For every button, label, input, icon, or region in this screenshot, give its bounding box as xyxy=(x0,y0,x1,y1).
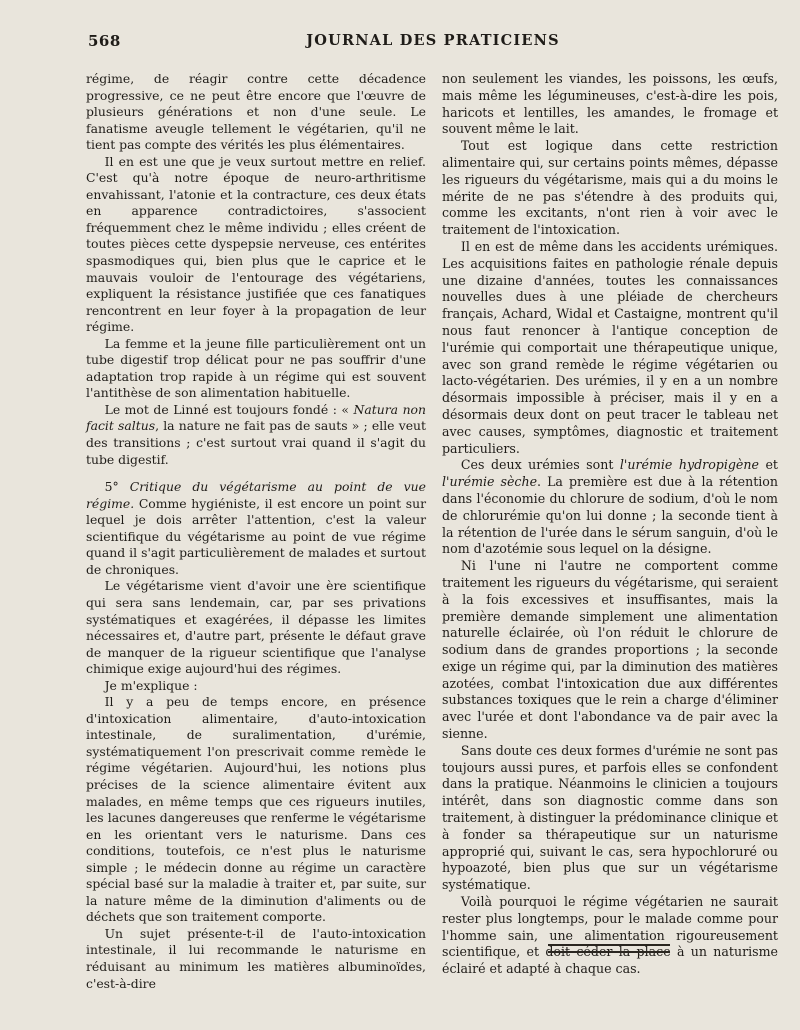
section-heading: Critique du végétarisme au point de vue régime. xyxy=(86,479,426,511)
text: Ces deux urémies sont xyxy=(460,457,620,473)
left-column xyxy=(86,71,426,992)
paragraph: Sans doute ces deux formes d'urémie ne sont pas toujours aussi pures, et parfois elles se confondent dans la pratique. Néanmoins le clinicien a toujours intérêt, dans son diagnostic comme dans son traitement, à distinguer la prédominance clinique et à fonder sa thérapeutique sur un naturisme approprié qui, suivant le cas, sera hypochloruré ou hypoazoté, bien plus que sur un végétarisme systématique. xyxy=(442,742,778,893)
paragraph: Il en est une que je veux surtout mettre en relief. C'est qu'à notre époque de neuro-arthritisme envahissant, l'atonie et la contracture, ces deux états en apparence contradictoires, s'associent fréquemment chez le même individu ; elles créent de toutes pièces cette dyspepsie nerveuse, ces entérites spasmodiques qui, bien plus que le caprice et le mauvais vouloir de l'entourage des végétariens, expliquent la résistance justifiée que ces fanatiques rencontrent en leur foyer à la propagation de leur régime. xyxy=(86,153,426,335)
paragraph: régime, de réagir contre cette décadence progressive, ce ne peut être encore que l'œuvre de plusieurs générations et non d'une seule. Le fanatisme aveugle tellement le végétarien, qu'il ne tient pas compte des vérités les plus élémentaires. xyxy=(86,71,426,153)
text: Le mot de Linné est toujours fondé : « xyxy=(104,401,354,417)
term-seche: l'urémie sèche xyxy=(442,474,538,490)
text: et xyxy=(758,457,778,473)
paragraph: Il y a peu de temps encore, en présence d'intoxication alimentaire, d'auto-intoxication intestinale, de suralimentation, d'urémie, systématiquement l'on prescrivait comme remède le régime végétarien. Aujourd'hui, les notions plus précises de la science alimentaire évitent aux malades, en même temps que ces rigueurs inutiles, les lacunes dangereuses que renferme le végétarisme en les orientant vers le naturisme. Dans ces conditions, toutefois, ce n'est plus le naturisme simple ; le médecin donne au régime un caractère spécial basé sur la maladie à traiter et, par suite, sur la nature même de la diminution d'aliments ou de déchets que son traitement comporte. xyxy=(86,694,426,925)
paragraph: Un sujet présente-t-il de l'auto-intoxication intestinale, il lui recommande le naturisme en réduisant au minimum les matières albuminoïdes, c'est-à-dire xyxy=(86,925,426,991)
section-paragraph xyxy=(86,479,426,578)
text: . La première est due à la rétention dans l'économie du chlorure de sodium, d'où le nom de chlorurémie qu'on lui donne ; la seconde tient à la rétention de l'urée dans le sérum sanguin, d'où le nom d'azotémie sous lequel on la désigne. xyxy=(442,474,778,557)
journal-title: JOURNAL DES PRATICIENS xyxy=(306,32,560,49)
paragraph: Je m'explique : xyxy=(104,677,198,693)
text: Comme hygiéniste, il est encore un point sur lequel je dois arrêter l'attention, c'est la valeur scientifique du végétarisme au point de vue régime quand il s'agit particulièrement de malades et surtout de chroniques. xyxy=(86,495,426,577)
page-header xyxy=(88,32,778,54)
term-hydropigene: l'urémie hydropigène xyxy=(619,457,759,473)
text: , la nature ne fait pas de sauts » ; elle veut des transitions ; c'est surtout vrai quand il s'agit du tube digestif. xyxy=(86,418,426,467)
latin-quote: Natura non facit saltus xyxy=(86,401,426,434)
paragraph: Il en est de même dans les accidents urémiques. Les acquisitions faites en pathologie rénale depuis une dizaine d'années, toutes les connaissances nouvelles dues à une pléiade de chercheurs français, Achard, Widal et Castaigne, montrent qu'il nous faut renoncer à l'antique conception de l'urémie qui comportait une thérapeutique unique, avec son grand remède le régime végétarien ou lacto-végétarien. Des urémies, il y en a un nombre désormais impossible à préciser, mais il y en a désormais deux dont on peut tracer le tableau net avec causes, symptômes, diagnostic et traitement particuliers. xyxy=(442,238,778,456)
paragraph-uremies xyxy=(442,457,778,558)
paragraph: non seulement les viandes, les poissons, les œufs, mais même les légumineuses, c'est-à-dire les pois, haricots et lentilles, les amandes, le fromage et souvent même le lait. xyxy=(442,71,778,137)
end-rule xyxy=(548,944,670,953)
page-number: 568 xyxy=(88,32,121,50)
paragraph: Ni l'une ni l'autre ne comportent comme traitement les rigueurs du végétarisme, qui seraient à la fois excessives et insuffisantes, mais la première demande simplement une alimentation naturelle éclairée, où l'on réduit le chlorure de sodium dans de grandes proportions ; la seconde exige un régime qui, par la diminution des matières azotées, combat l'intoxication due aux différentes substances toxiques que le rein a charge d'éliminer avec l'urée et dont l'abondance va de pair avec la sienne. xyxy=(442,558,778,742)
paragraph: Le végétarisme vient d'avoir une ère scientifique qui sera sans lendemain, car, par ses privations systématiques et exagérées, il dépasse les limites nécessaires et, d'autre part, présente le défaut grave de manquer de la rigueur scientifique que l'analyse chimique exige aujourd'hui des régimes. xyxy=(86,578,426,677)
paragraph: Tout est logique dans cette restriction alimentaire qui, sur certains points mêmes, dépasse les rigueurs du végétarisme, mais qui a du moins le mérite de ne pas s'étendre à des produits qui, comme les excitants, n'ont rien à voir avec le traitement de l'intoxication. xyxy=(442,138,778,238)
section-number: 5° xyxy=(104,479,130,495)
paragraph: La femme et la jeune fille particulièrement ont un tube digestif trop délicat pour ne pas souffrir d'une adaptation trop rapide à un régime qui est souvent l'antithèse de son alimentation habituelle. xyxy=(86,335,426,401)
right-column xyxy=(442,71,778,978)
paragraph-linne xyxy=(86,402,426,468)
paragraph: Voilà pourquoi le régime végétarien ne saurait rester plus longtemps, pour le malade comme pour l'homme sain, une alimentation rigoureusement scientifique, et doit céder la place à un naturisme éclairé et adapté à chaque cas. xyxy=(442,894,778,977)
